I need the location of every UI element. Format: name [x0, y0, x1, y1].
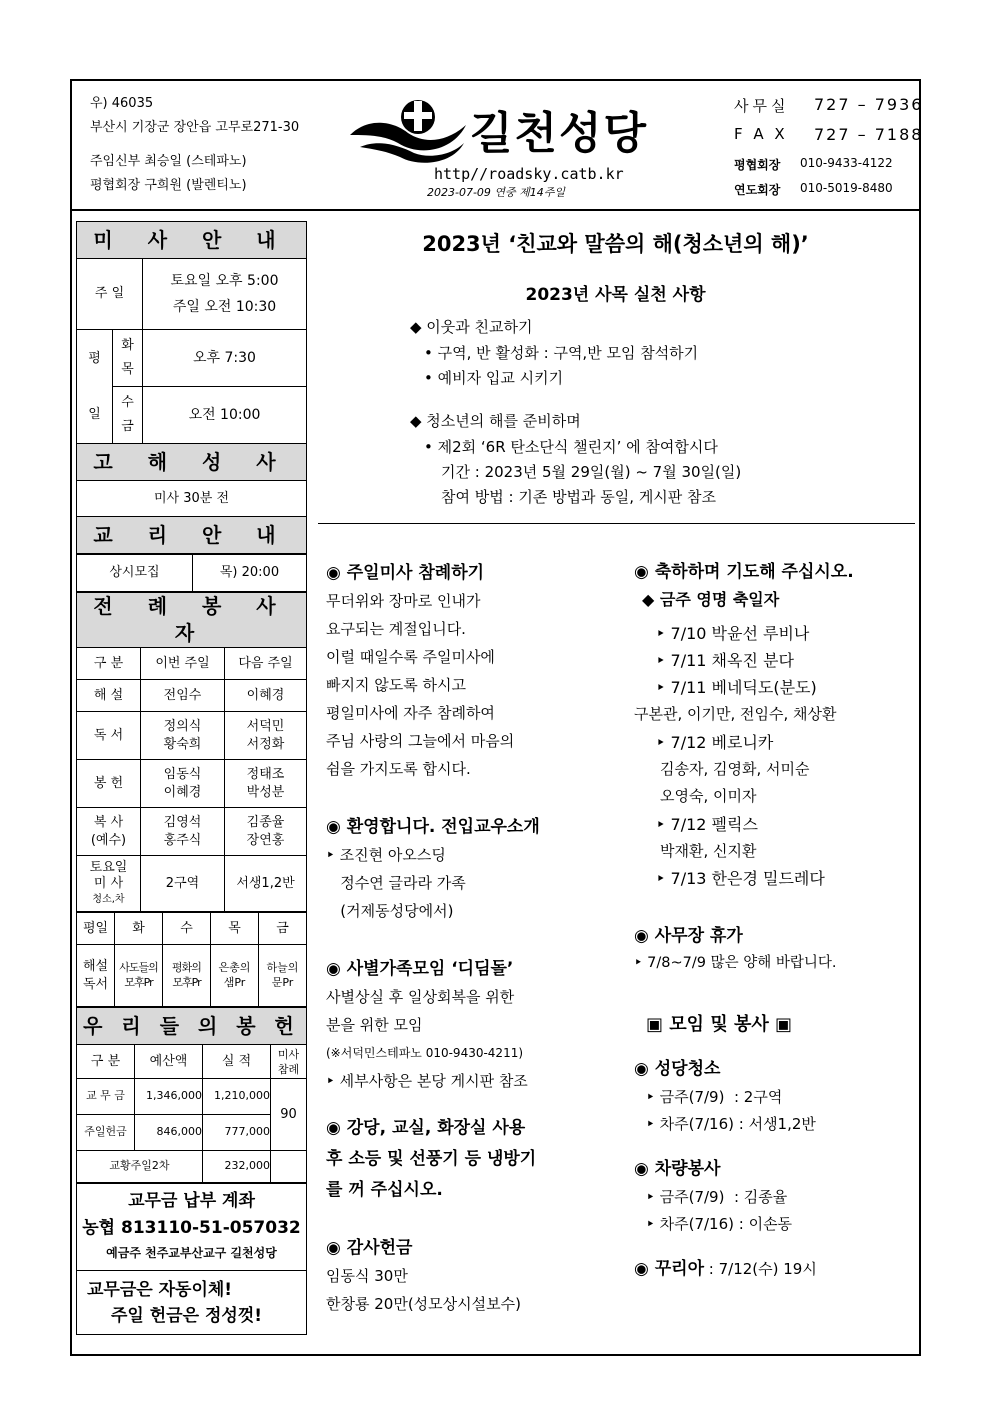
mass-attendance: 90 — [271, 1079, 307, 1151]
weekday-row-label: 해설 독서 — [77, 945, 115, 1007]
practice-item-2c: 참여 방법 : 기존 방법과 동일, 게시판 참조 — [441, 488, 717, 506]
sidebar — [76, 221, 307, 1335]
vacation-text: ‣ 7/8~7/9 많은 양해 바랍니다. — [634, 954, 837, 971]
mass-line: 평일미사에 자주 참례하여 — [326, 704, 495, 722]
office-phone: 727 – 7936 — [814, 95, 924, 114]
offering-head: 실 적 — [203, 1045, 271, 1079]
server-next: 서덕민 서정화 — [225, 712, 307, 760]
weekday-prayer-group: 은총의 샘Pr — [211, 945, 259, 1007]
header — [72, 81, 924, 211]
vehicle-service-heading: ◉ 차량봉사 — [634, 1159, 721, 1180]
main-subtitle: 2023년 사목 실천 사항 — [525, 285, 706, 305]
offering-title: 우 리 들 의 봉 헌 — [77, 1008, 307, 1045]
doctrine-right: 목) 20:00 — [193, 555, 307, 592]
servers-title: 전 례 봉 사 자 — [77, 593, 307, 648]
wed-fri-time: 오전 10:00 — [143, 387, 307, 444]
server-next: 정태조 박성분 — [225, 760, 307, 808]
notice-line-2: 주일 헌금은 정성껏! — [111, 1306, 262, 1326]
feast-list — [634, 620, 914, 893]
account-title: 교무금 납부 계좌 — [128, 1191, 255, 1211]
feast-line: ‣ 7/12 펠릭스 — [656, 814, 758, 834]
mass-line: 무더위와 장마로 인내가 — [326, 592, 481, 610]
left-column — [326, 559, 616, 1318]
offering-label: 주일헌금 — [77, 1115, 135, 1151]
offering-head: 미사 참례 — [271, 1045, 307, 1079]
welcome-line: (거제동성당에서) — [326, 902, 454, 920]
welcome-line: ‣ 조진현 아오스딩 — [326, 846, 446, 864]
practice-item-1: ◆ 이웃과 친교하기 — [410, 318, 533, 336]
fri-label: 금 — [121, 419, 134, 434]
thu-label: 목 — [121, 362, 134, 377]
family-line: 분을 위한 모임 — [326, 1016, 423, 1034]
feast-line: 박재환, 신지환 — [660, 841, 757, 860]
offering-table — [76, 1007, 307, 1183]
weekday-prayer-group: 사도들의 모후Pr — [115, 945, 163, 1007]
practice-item-2: ◆ 청소년의 해를 준비하며 — [410, 412, 581, 430]
fax-label: F A X — [734, 125, 788, 143]
curia-row — [634, 1256, 914, 1283]
sat-mass-role-c: 청소,차 — [92, 893, 125, 905]
divider — [318, 523, 915, 524]
feast-line: 오영숙, 이미자 — [660, 787, 757, 806]
feast-line: 김송자, 김영화, 서미순 — [660, 760, 810, 779]
council-chair: 평협회장 구희원 (발렌티노) — [90, 178, 247, 193]
feast-line: ‣ 7/10 박윤선 루비나 — [656, 623, 810, 643]
server-this: 임동식 이혜경 — [141, 760, 225, 808]
church-url[interactable]: http//roadsky.catb.kr — [434, 165, 624, 183]
sat-mass-this: 2구역 — [141, 856, 225, 912]
sunday-sunday-time: 주일 오전 10:30 — [172, 299, 277, 315]
main-title: 2023년 ‘친교와 말씀의 해(청소년의 해)’ — [422, 232, 809, 256]
church-cleaning-heading: ◉ 성당청소 — [634, 1059, 721, 1080]
right-column — [634, 559, 914, 1284]
offering-budget: 1,346,000 — [135, 1079, 203, 1115]
welcome-heading: ◉ 환영합니다. 전입교우소개 — [326, 817, 540, 837]
server-this: 전임수 — [141, 680, 225, 712]
meetings-heading: ▣ 모임 및 봉사 ▣ — [646, 1014, 793, 1036]
cleaning-line: ‣ 금주(7/9) : 2구역 — [646, 1087, 783, 1106]
offering-actual: 1,210,000 — [203, 1079, 271, 1115]
church-name: 길천성당 — [470, 108, 649, 159]
council-phone: 010-9433-4122 — [800, 156, 893, 170]
thanks-line: 임동식 30만 — [326, 1267, 408, 1285]
server-role: 봉 헌 — [77, 760, 141, 808]
curia-text: : 7/12(수) 19시 — [704, 1260, 817, 1279]
account-holder: 예금주 천주교부산교구 길천성당 — [106, 1246, 277, 1260]
weekday-head: 화 — [115, 913, 163, 945]
church-address: 부산시 기장군 장안읍 고무로271-30 — [90, 120, 300, 135]
yeondo-phone: 010-5019-8480 — [800, 181, 893, 195]
sunday-mass-heading: ◉ 주일미사 참례하기 — [326, 563, 485, 583]
thanks-line: 한창룡 20만(성모상시설보수) — [326, 1295, 521, 1313]
office-label: 사무실 — [734, 97, 790, 115]
car-line: ‣ 차주(7/16) : 이손동 — [646, 1214, 793, 1233]
mass-schedule-table — [76, 221, 307, 554]
family-line: (※서덕민스테파노 010-9430-4211) — [326, 1046, 524, 1060]
sat-mass-role-b: 미 사 — [93, 875, 124, 891]
mass-line: 빠지지 않도록 하시고 — [326, 676, 466, 694]
offering-budget: 846,000 — [135, 1115, 203, 1151]
weekday-label-1: 평 — [88, 350, 101, 366]
sat-mass-role-a: 토요일 — [89, 859, 128, 875]
server-this: 정의식 황숙희 — [141, 712, 225, 760]
classroom-heading: ◉ 강당, 교실, 화장실 사용 — [326, 1118, 526, 1138]
sunday-label: 주 일 — [77, 259, 143, 330]
celebrate-heading: ◉ 축하하며 기도해 주십시오. — [634, 562, 854, 582]
feast-line: ‣ 7/12 베로니카 — [656, 732, 774, 752]
account-number: 농협 813110-51-057032 — [82, 1218, 301, 1238]
servers-head-role: 구 분 — [77, 648, 141, 680]
server-role: 해 설 — [77, 680, 141, 712]
classroom-line: 를 꺼 주십시오. — [326, 1180, 443, 1200]
feast-line: 구본관, 이기만, 전임수, 채상환 — [634, 705, 837, 724]
thanks-offering-heading: ◉ 감사헌금 — [326, 1238, 413, 1258]
cleaning-line: ‣ 차주(7/16) : 서생1,2반 — [646, 1115, 816, 1134]
offering-notice — [76, 1271, 307, 1335]
practice-item-1b: • 예비자 입교 시키기 — [424, 369, 564, 387]
servers-head-next: 다음 주일 — [225, 648, 307, 680]
office-vacation-heading: ◉ 사무장 휴가 — [634, 925, 743, 946]
weekday-head: 수 — [163, 913, 211, 945]
pastor-name: 주임신부 최승일 (스테파노) — [90, 154, 247, 169]
server-next: 김종율 장연홍 — [225, 808, 307, 856]
account-box — [76, 1183, 307, 1271]
offering-actual: 777,000 — [203, 1115, 271, 1151]
weekday-prayer-group: 하늘의 문Pr — [259, 945, 307, 1007]
date-line: 2023-07-09 연중 제14주일 — [427, 186, 566, 199]
weekday-head: 목 — [211, 913, 259, 945]
mass-line: 쉼을 가지도록 합시다. — [326, 760, 471, 778]
yeondo-label: 연도회장 — [734, 183, 781, 197]
weekday-label-2: 일 — [88, 406, 101, 422]
tue-label: 화 — [121, 338, 134, 353]
weekday-prayer-group: 평화의 모후Pr — [163, 945, 211, 1007]
confession-text: 미사 30분 전 — [77, 481, 307, 517]
feast-line: ‣ 7/13 한은경 밀드레다 — [656, 869, 825, 889]
bereaved-family-heading: ◉ 사별가족모임 ‘디딤돌’ — [326, 959, 514, 979]
practice-item-2a: • 제2회 ‘6R 탄소단식 챌린지’ 에 참여합시다 — [424, 438, 718, 456]
wed-label: 수 — [121, 395, 134, 410]
confession-title: 고 해 성 사 — [77, 444, 307, 481]
practice-item-2b: 기간 : 2023년 5월 29일(월) ~ 7월 30일(일) — [441, 463, 742, 481]
feast-line: ‣ 7/11 채옥진 분다 — [656, 650, 794, 670]
church-logo — [348, 95, 468, 165]
diocese-collection-amount: 232,000 — [203, 1151, 271, 1183]
sat-mass-next: 서생1,2반 — [225, 856, 307, 912]
mass-title: 미 사 안 내 — [77, 222, 307, 259]
server-next: 이혜경 — [225, 680, 307, 712]
family-line: ‣ 세부사항은 본당 게시판 참조 — [326, 1072, 528, 1090]
curia-heading: ◉ 꾸리아 — [634, 1259, 705, 1280]
feast-heading: ◆ 금주 영명 축일자 — [642, 590, 780, 610]
doctrine-left: 상시모집 — [77, 555, 193, 592]
car-line: ‣ 금주(7/9) : 김종율 — [646, 1187, 788, 1206]
practice-item-1a: • 구역, 반 활성화 : 구역,반 모임 참석하기 — [424, 344, 699, 362]
mass-line: 요구되는 계절입니다. — [326, 620, 466, 638]
server-role: 독 서 — [77, 712, 141, 760]
fax-phone: 727 – 7188 — [814, 125, 924, 144]
mass-line: 이럴 때일수록 주일미사에 — [326, 648, 495, 666]
weekday-servers-table — [76, 912, 307, 1007]
offering-head: 예산액 — [135, 1045, 203, 1079]
notice-line-1: 교무금은 자동이체! — [87, 1280, 233, 1300]
feast-line: ‣ 7/11 베네딕도(분도) — [656, 678, 817, 698]
weekday-head: 평일 — [77, 913, 115, 945]
weekday-head: 금 — [259, 913, 307, 945]
doctrine-title: 교 리 안 내 — [77, 517, 307, 554]
server-this: 김영석 홍주식 — [141, 808, 225, 856]
sunday-saturday-time: 토요일 오후 5:00 — [170, 273, 279, 289]
offering-head: 구 분 — [77, 1045, 135, 1079]
tue-thu-time: 오후 7:30 — [143, 330, 307, 387]
mass-line: 주님 사랑의 그늘에서 마음의 — [326, 732, 515, 750]
postal-code: 우) 46035 — [90, 96, 154, 111]
server-role: 복 사 (예수) — [77, 808, 141, 856]
welcome-line: 정수연 글라라 가족 — [326, 874, 466, 892]
council-phone-label: 평협회장 — [734, 158, 781, 172]
classroom-line: 후 소등 및 선풍기 등 냉방기 — [326, 1149, 537, 1169]
servers-head-this: 이번 주일 — [141, 648, 225, 680]
offering-label: 교 무 금 — [77, 1079, 135, 1115]
servers-table — [76, 592, 307, 912]
doctrine-table — [76, 554, 307, 592]
diocese-collection-label: 교황주일2차 — [77, 1151, 203, 1183]
family-line: 사별상실 후 일상회복을 위한 — [326, 988, 515, 1006]
